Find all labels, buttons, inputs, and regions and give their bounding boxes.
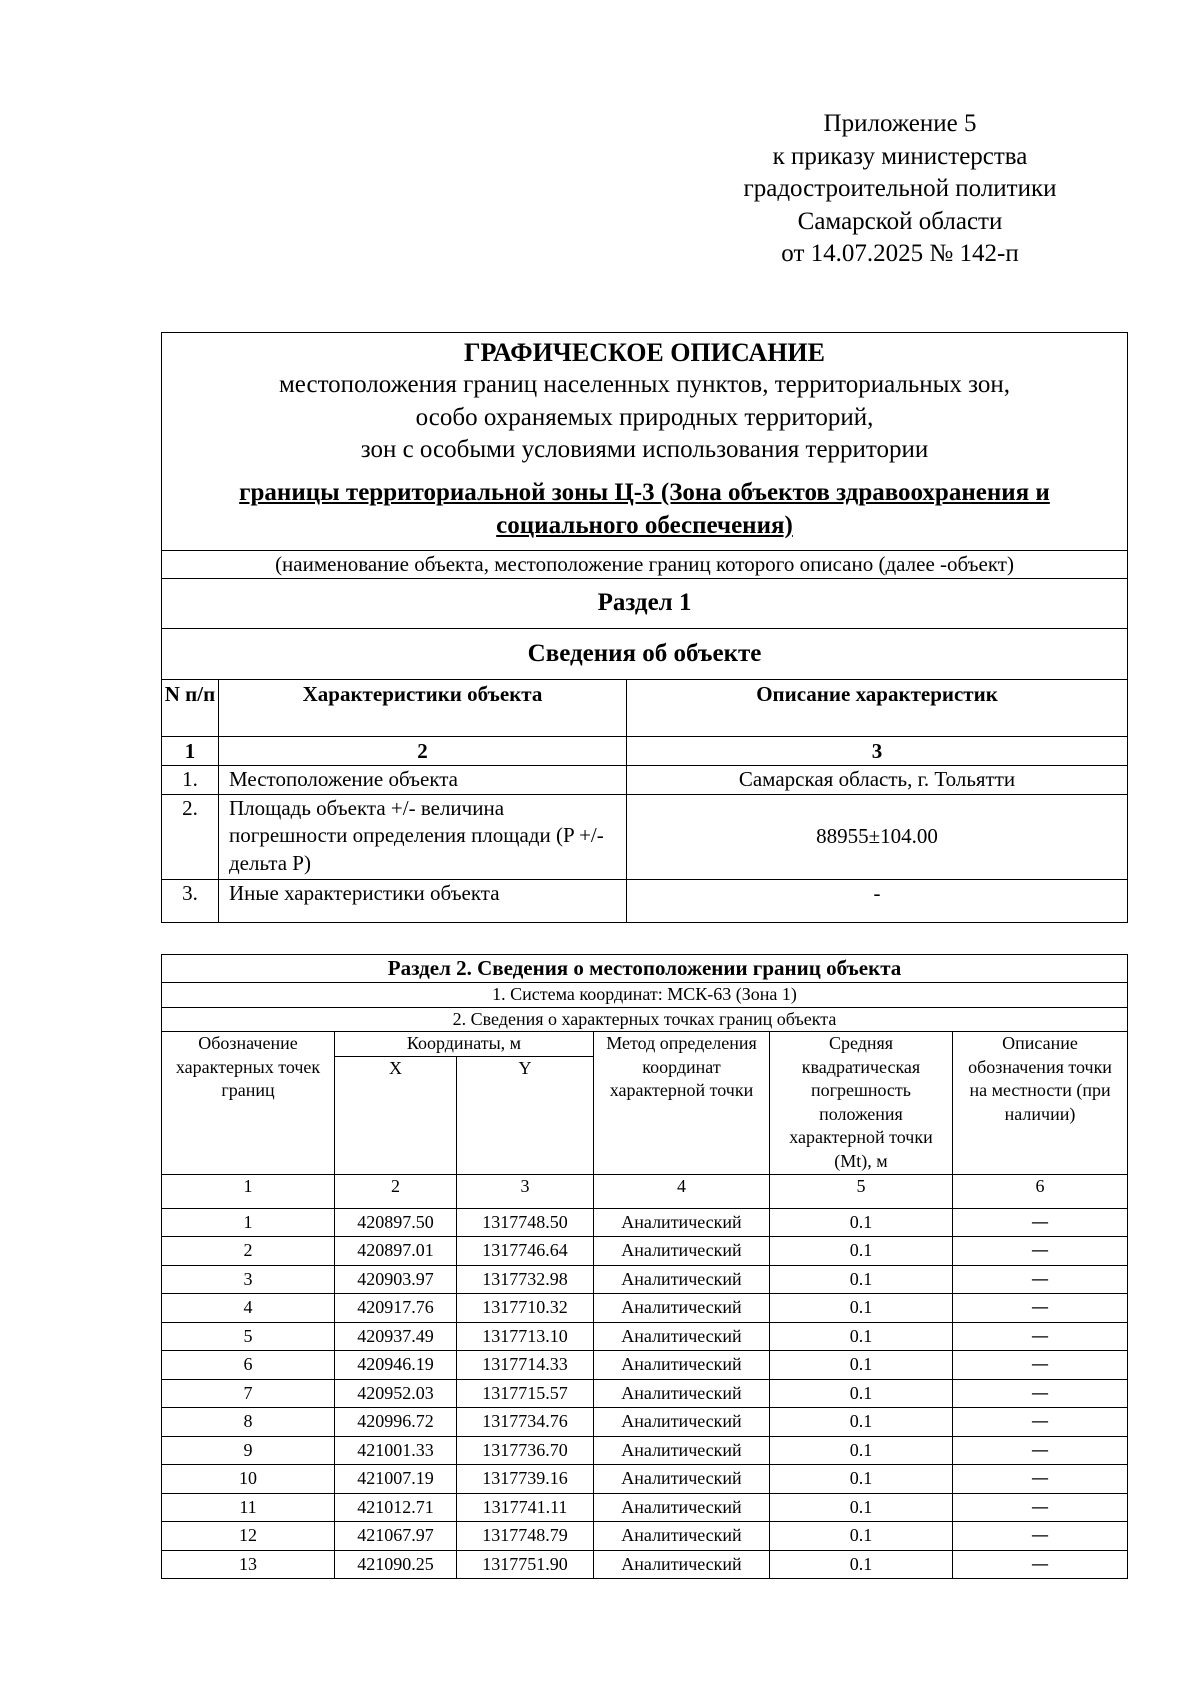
point-method: Аналитический <box>594 1237 770 1266</box>
appendix-header <box>700 108 1100 271</box>
point-mt: 0.1 <box>770 1351 953 1380</box>
point-id: 10 <box>162 1465 335 1494</box>
point-y: 1317736.70 <box>457 1436 594 1465</box>
point-mt: 0.1 <box>770 1208 953 1237</box>
table-row <box>162 1436 1128 1465</box>
document-subtitle-line: местоположения границ населенных пунктов, территориальных зон, <box>278 371 1011 398</box>
point-desc: — <box>953 1265 1128 1294</box>
appendix-line: Самарской области <box>797 207 1003 235</box>
point-method: Аналитический <box>594 1550 770 1579</box>
header-x: X <box>335 1056 457 1174</box>
table-row <box>162 1237 1128 1266</box>
point-x: 421001.33 <box>335 1436 457 1465</box>
header-method: Метод определения координат характерной точки <box>594 1032 770 1175</box>
section2-title: Раздел 2. Сведения о местоположении границ объекта <box>162 955 1128 983</box>
point-desc: — <box>953 1550 1128 1579</box>
point-y: 1317714.33 <box>457 1351 594 1380</box>
point-mt: 0.1 <box>770 1379 953 1408</box>
section1-label: Раздел 1 <box>162 578 1128 628</box>
table-row <box>162 1465 1128 1494</box>
point-y: 1317715.57 <box>457 1379 594 1408</box>
point-desc: — <box>953 1237 1128 1266</box>
point-method: Аналитический <box>594 1493 770 1522</box>
col-number: 1 <box>162 1174 335 1208</box>
col-number: 2 <box>219 736 627 765</box>
document-title: ГРАФИЧЕСКОЕ ОПИСАНИЕ <box>464 338 825 367</box>
coordinate-system: 1. Система координат: МСК-63 (Зона 1) <box>162 983 1128 1008</box>
appendix-line: к приказу министерства <box>772 142 1028 170</box>
object-caption: (наименование объекта, местоположение границ которого описано (далее -объект) <box>162 550 1128 578</box>
table-row <box>162 1379 1128 1408</box>
point-x: 420996.72 <box>335 1408 457 1437</box>
point-method: Аналитический <box>594 1294 770 1323</box>
row-description: 88955±104.00 <box>627 794 1128 879</box>
point-mt: 0.1 <box>770 1237 953 1266</box>
point-x: 420917.76 <box>335 1294 457 1323</box>
point-desc: — <box>953 1351 1128 1380</box>
table-row <box>162 1208 1128 1237</box>
point-y: 1317751.90 <box>457 1550 594 1579</box>
col-number: 1 <box>162 736 219 765</box>
col-number: 5 <box>770 1174 953 1208</box>
point-x: 420952.03 <box>335 1379 457 1408</box>
header-error: Средняя квадратическая погрешность положения характерной точки (Mt), м <box>770 1032 953 1175</box>
row-description: Самарская область, г. Тольятти <box>627 765 1128 794</box>
col-number: 3 <box>627 736 1128 765</box>
point-id: 11 <box>162 1493 335 1522</box>
row-characteristic: Площадь объекта +/- величина погрешности определения площади (P +/-дельта P) <box>219 794 627 879</box>
point-id: 13 <box>162 1550 335 1579</box>
point-y: 1317748.79 <box>457 1522 594 1551</box>
point-id: 8 <box>162 1408 335 1437</box>
point-id: 12 <box>162 1522 335 1551</box>
table-row <box>162 794 1128 879</box>
points-title: 2. Сведения о характерных точках границ объекта <box>162 1007 1128 1032</box>
table-row <box>162 1265 1128 1294</box>
header-y: Y <box>457 1056 594 1174</box>
table-row <box>162 1493 1128 1522</box>
point-y: 1317746.64 <box>457 1237 594 1266</box>
point-method: Аналитический <box>594 1522 770 1551</box>
point-y: 1317748.50 <box>457 1208 594 1237</box>
header-num: N п/п <box>162 679 219 736</box>
row-num: 3. <box>162 879 219 922</box>
point-x: 420897.01 <box>335 1237 457 1266</box>
point-mt: 0.1 <box>770 1550 953 1579</box>
point-id: 1 <box>162 1208 335 1237</box>
point-x: 420937.49 <box>335 1322 457 1351</box>
point-x: 421007.19 <box>335 1465 457 1494</box>
point-desc: — <box>953 1436 1128 1465</box>
row-description: - <box>627 879 1128 922</box>
table-row <box>162 1522 1128 1551</box>
object-name: границы территориальной зоны Ц-3 (Зона объектов здравоохранения и социального обеспечения) <box>239 478 1050 539</box>
point-mt: 0.1 <box>770 1465 953 1494</box>
point-mt: 0.1 <box>770 1408 953 1437</box>
point-x: 420946.19 <box>335 1351 457 1380</box>
point-desc: — <box>953 1465 1128 1494</box>
header-description: Описание обозначения точки на местности (при наличии) <box>953 1032 1128 1175</box>
point-desc: — <box>953 1294 1128 1323</box>
point-desc: — <box>953 1322 1128 1351</box>
point-y: 1317713.10 <box>457 1322 594 1351</box>
row-num: 2. <box>162 794 219 879</box>
table-row <box>162 765 1128 794</box>
table-row <box>162 1408 1128 1437</box>
table-row <box>162 879 1128 922</box>
point-method: Аналитический <box>594 1208 770 1237</box>
point-x: 420903.97 <box>335 1265 457 1294</box>
point-id: 7 <box>162 1379 335 1408</box>
point-method: Аналитический <box>594 1436 770 1465</box>
point-id: 3 <box>162 1265 335 1294</box>
point-method: Аналитический <box>594 1351 770 1380</box>
point-mt: 0.1 <box>770 1493 953 1522</box>
header-coords: Координаты, м <box>335 1032 594 1057</box>
appendix-line: градостроительной политики <box>743 175 1057 202</box>
point-desc: — <box>953 1493 1128 1522</box>
table-row <box>162 1351 1128 1380</box>
point-id: 5 <box>162 1322 335 1351</box>
section1-table <box>161 332 1128 923</box>
point-y: 1317739.16 <box>457 1465 594 1494</box>
section2-table <box>161 954 1128 1579</box>
point-mt: 0.1 <box>770 1522 953 1551</box>
point-method: Аналитический <box>594 1465 770 1494</box>
header-point: Обозначение характерных точек границ <box>162 1032 335 1175</box>
col-number: 6 <box>953 1174 1128 1208</box>
point-desc: — <box>953 1522 1128 1551</box>
point-mt: 0.1 <box>770 1322 953 1351</box>
appendix-line: Приложение 5 <box>823 110 977 137</box>
row-num: 1. <box>162 765 219 794</box>
point-method: Аналитический <box>594 1408 770 1437</box>
point-y: 1317710.32 <box>457 1294 594 1323</box>
point-x: 421012.71 <box>335 1493 457 1522</box>
document-subtitle-line: особо охраняемых природных территорий, <box>415 403 874 431</box>
table-row <box>162 1294 1128 1323</box>
point-x: 420897.50 <box>335 1208 457 1237</box>
row-characteristic: Местоположение объекта <box>219 765 627 794</box>
point-desc: — <box>953 1208 1128 1237</box>
table-row <box>162 1322 1128 1351</box>
point-x: 421067.97 <box>335 1522 457 1551</box>
point-y: 1317734.76 <box>457 1408 594 1437</box>
table-row <box>162 1550 1128 1579</box>
point-y: 1317732.98 <box>457 1265 594 1294</box>
point-y: 1317741.11 <box>457 1493 594 1522</box>
appendix-line: от 14.07.2025 № 142-п <box>781 240 1019 267</box>
point-id: 4 <box>162 1294 335 1323</box>
document-heading <box>162 333 1128 551</box>
document-subtitle-line: зон с особыми условиями использования территории <box>360 436 929 463</box>
point-id: 2 <box>162 1237 335 1266</box>
col-number: 4 <box>594 1174 770 1208</box>
point-mt: 0.1 <box>770 1265 953 1294</box>
header-description: Описание характеристик <box>627 679 1128 736</box>
col-number: 2 <box>335 1174 457 1208</box>
point-method: Аналитический <box>594 1379 770 1408</box>
point-id: 9 <box>162 1436 335 1465</box>
col-number: 3 <box>457 1174 594 1208</box>
point-desc: — <box>953 1408 1128 1437</box>
point-id: 6 <box>162 1351 335 1380</box>
point-method: Аналитический <box>594 1322 770 1351</box>
point-mt: 0.1 <box>770 1436 953 1465</box>
point-desc: — <box>953 1379 1128 1408</box>
point-method: Аналитический <box>594 1265 770 1294</box>
point-x: 421090.25 <box>335 1550 457 1579</box>
header-characteristic: Характеристики объекта <box>219 679 627 736</box>
section1-title: Сведения об объекте <box>162 628 1128 679</box>
row-characteristic: Иные характеристики объекта <box>219 879 627 922</box>
point-mt: 0.1 <box>770 1294 953 1323</box>
